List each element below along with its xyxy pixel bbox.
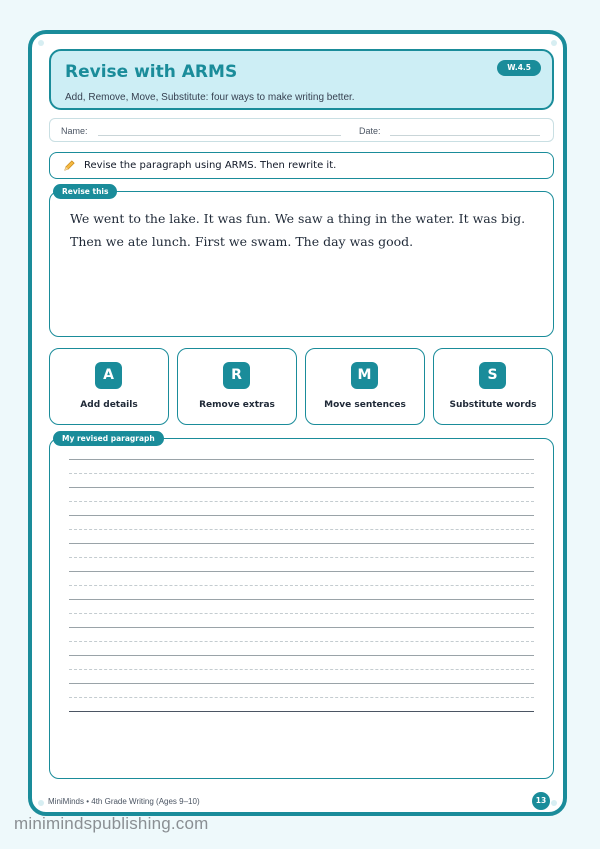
instruction-bar <box>49 152 554 179</box>
writing-line-mid <box>69 557 534 558</box>
arms-card-move <box>305 348 425 425</box>
arms-card-remove <box>177 348 297 425</box>
original-paragraph: We went to the lake. It was fun. We saw a thing in the water. It was big. Then we ate lunch. First we swam. The day was good. <box>70 211 526 249</box>
writing-line-top <box>69 543 534 544</box>
watermark: minimindspublishing.com <box>14 814 209 833</box>
writing-line-top <box>69 515 534 516</box>
writing-line-mid <box>69 613 534 614</box>
arms-card-add <box>49 348 169 425</box>
instruction-text: Revise the paragraph using ARMS. Then rewrite it. <box>84 160 337 171</box>
writing-line-mid <box>69 501 534 502</box>
worksheet-page <box>28 30 567 816</box>
worksheet-header <box>49 49 554 110</box>
arms-label: Move sentences <box>324 400 406 410</box>
standard-badge: W.4.5 <box>497 60 541 76</box>
writing-line-mid <box>69 669 534 670</box>
revise-this-box <box>49 191 554 337</box>
date-line[interactable] <box>390 135 540 136</box>
writing-line-top <box>69 487 534 488</box>
page-subtitle: Add, Remove, Move, Substitute: four ways to make writing better. <box>65 92 355 103</box>
writing-line-mid <box>69 697 534 698</box>
writing-line-mid <box>69 585 534 586</box>
name-label: Name: <box>61 126 88 136</box>
corner-dot <box>38 800 44 806</box>
name-date-bar <box>49 118 554 142</box>
writing-line-top <box>69 627 534 628</box>
name-line[interactable] <box>98 135 341 136</box>
corner-dot <box>551 800 557 806</box>
writing-line-top <box>69 683 534 684</box>
footer-text: MiniMinds • 4th Grade Writing (Ages 9–10) <box>48 797 200 806</box>
corner-dot <box>551 40 557 46</box>
writing-line-top <box>69 459 534 460</box>
corner-dot <box>38 40 44 46</box>
writing-line-mid <box>69 641 534 642</box>
arms-letter: A <box>95 362 122 389</box>
writing-line-top <box>69 599 534 600</box>
arms-label: Substitute words <box>449 400 537 410</box>
revise-this-tag: Revise this <box>53 184 117 199</box>
revised-paragraph-tag: My revised paragraph <box>53 431 164 446</box>
arms-letter: M <box>351 362 378 389</box>
arms-label: Remove extras <box>199 400 275 410</box>
writing-line-base <box>69 711 534 712</box>
arms-label: Add details <box>80 400 138 410</box>
arms-letter: S <box>479 362 506 389</box>
writing-line-mid <box>69 473 534 474</box>
writing-line-mid <box>69 529 534 530</box>
revised-paragraph-box[interactable] <box>49 438 554 779</box>
arms-card-substitute <box>433 348 553 425</box>
writing-line-top <box>69 655 534 656</box>
page-title: Revise with ARMS <box>65 62 238 82</box>
page-number: 13 <box>532 792 550 810</box>
date-label: Date: <box>359 126 381 136</box>
writing-line-top <box>69 571 534 572</box>
pencil-icon <box>63 159 76 172</box>
arms-letter: R <box>223 362 250 389</box>
